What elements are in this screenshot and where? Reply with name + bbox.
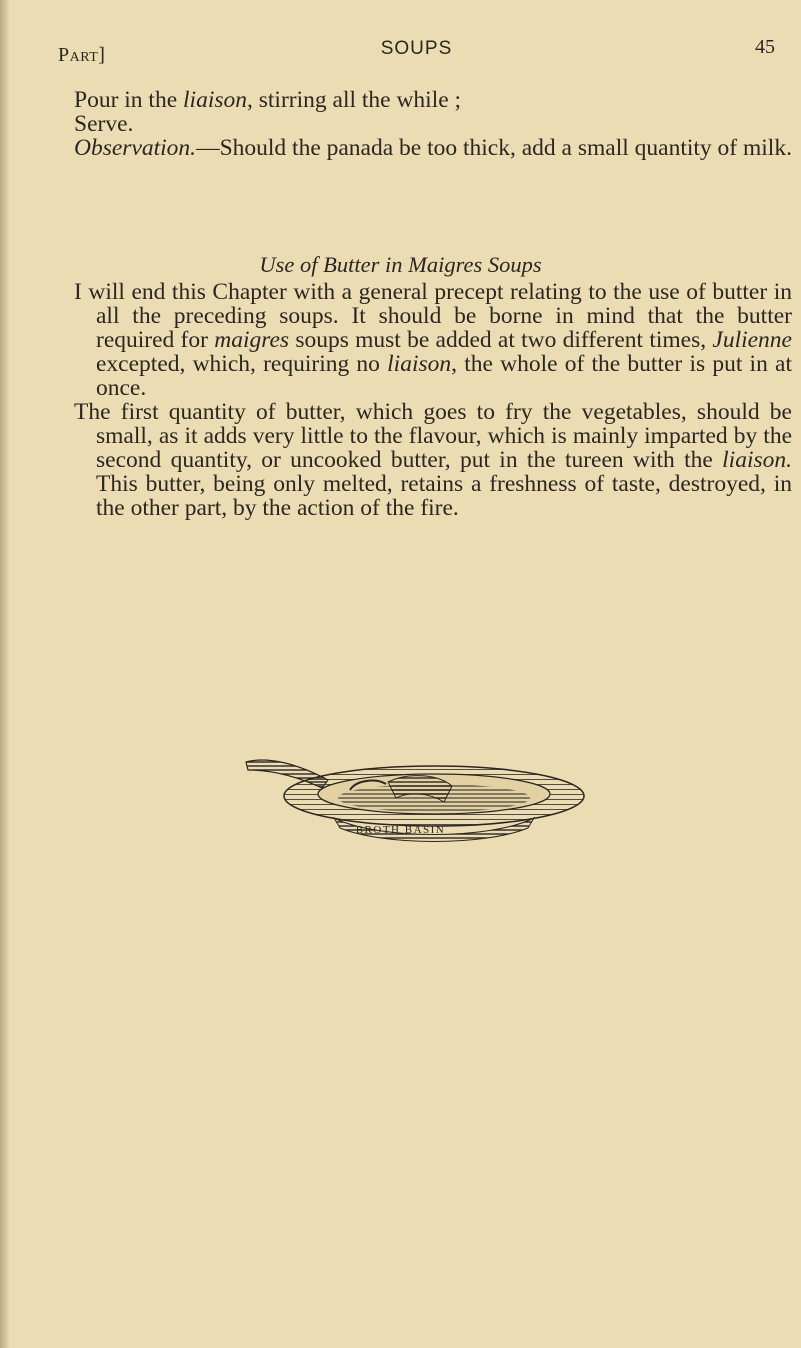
text-run: —Should the panada be too thick, add a small quantity of milk.: [196, 135, 792, 161]
illustration-caption: BROTH BASIN: [355, 824, 446, 836]
italic-term: liaison.: [722, 447, 792, 473]
paragraph-2: [74, 400, 792, 520]
observation-label: Observation.: [74, 135, 197, 161]
header-part-label: Part]: [58, 44, 106, 66]
italic-term: maigres: [214, 327, 290, 353]
text-run: I will end this Chapter with a general precept relating to the use of butter in all the preceding soups. It should be borne in mind that the butter required for: [74, 279, 792, 353]
text-run: soups must be added at two different times,: [289, 327, 713, 353]
observation-paragraph: [74, 136, 792, 160]
intro-text: [74, 88, 792, 160]
section-title: Use of Butter in Maigres Soups: [259, 252, 542, 277]
paragraph-1: [74, 280, 792, 400]
text-run: excepted, which, requiring no: [96, 351, 388, 377]
text-run: , the whole of the butter is put in at once.: [96, 351, 792, 401]
body-text: [74, 280, 792, 520]
text-run: Pour in the: [74, 87, 184, 113]
italic-term: liaison: [183, 87, 247, 113]
line-serve: Serve.: [74, 111, 134, 137]
text-run: The first quantity of butter, which goes to fry the vegetables, should be small, as it adds very little to the flavour, which is mainly imparted by the second quantity, or uncooked butter, put in the tureen with the: [74, 399, 792, 473]
header-chapter-title: SOUPS: [380, 38, 453, 59]
line-pour: [74, 88, 792, 112]
italic-term: Julienne: [712, 327, 792, 353]
text-run: , stirring all the while ;: [247, 87, 462, 113]
text-run: This butter, being only melted, retains a freshness of taste, destroyed, in the other part, by the action of the fire.: [96, 471, 792, 521]
page-number: 45: [755, 36, 775, 58]
running-header: [58, 38, 775, 68]
page-edge-shadow: [0, 0, 10, 1348]
italic-term: liaison: [387, 351, 452, 377]
